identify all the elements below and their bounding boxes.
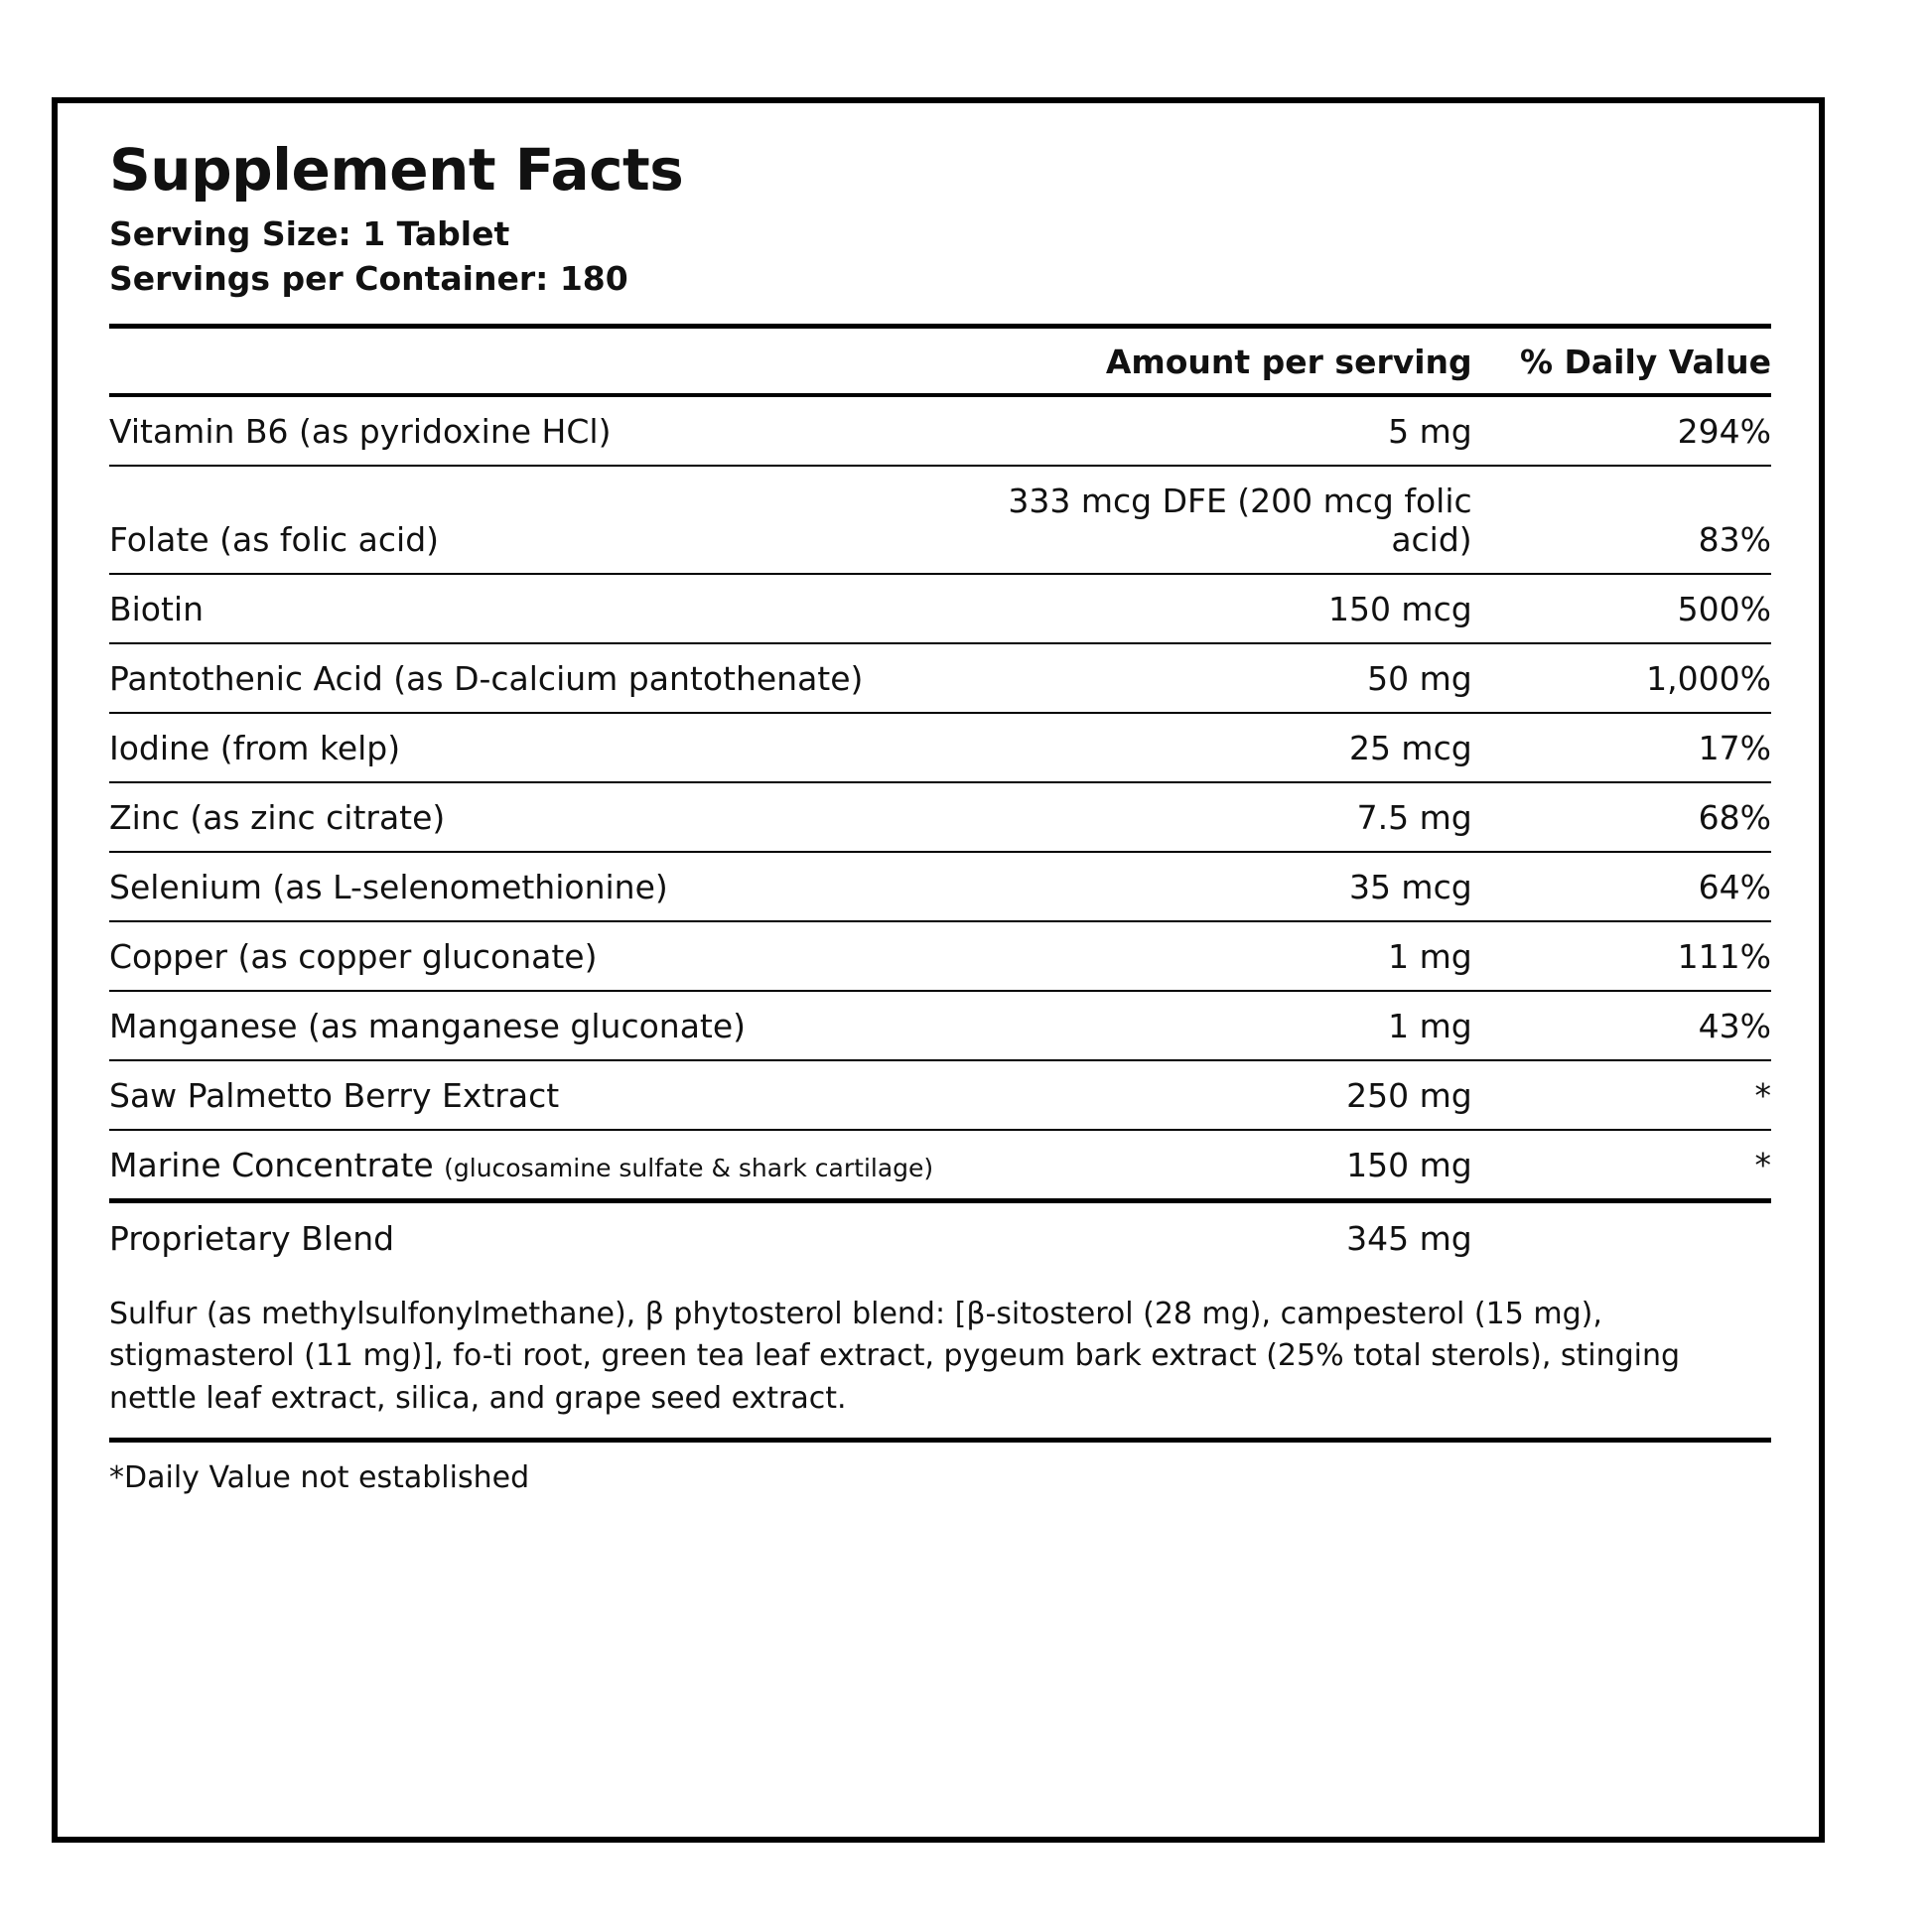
nutrient-amount: 1 mg [973, 991, 1471, 1060]
nutrient-daily-value: 43% [1472, 991, 1771, 1060]
nutrient-amount: 35 mcg [973, 852, 1471, 921]
nutrient-amount: 150 mg [973, 1130, 1471, 1201]
nutrient-daily-value: 17% [1472, 713, 1771, 782]
nutrient-name: Folate (as folic acid) [109, 466, 973, 574]
nutrient-daily-value: * [1472, 1130, 1771, 1201]
nutrient-name: Zinc (as zinc citrate) [109, 782, 973, 852]
table-row [109, 466, 1771, 574]
column-header-amount: Amount per serving [973, 326, 1471, 395]
nutrient-daily-value: 111% [1472, 921, 1771, 991]
ingredients-list: Sulfur (as methylsulfonylmethane), β phytosterol blend: [β-sitosterol (28 mg), campesterol (15 mg), stigmasterol (11 mg)], fo-ti root, green tea leaf extract, pygeum bark extract (25% total sterols), stinging nettle leaf extract, silica, and grape seed extract. [109, 1272, 1771, 1444]
nutrient-amount: 5 mg [973, 395, 1471, 466]
blend-name: Proprietary Blend [109, 1200, 973, 1272]
nutrient-daily-value: 294% [1472, 395, 1771, 466]
nutrient-amount: 333 mcg DFE (200 mcg folic acid) [973, 466, 1471, 574]
nutrient-amount: 7.5 mg [973, 782, 1471, 852]
table-header-row [109, 326, 1771, 395]
nutrient-amount: 1 mg [973, 921, 1471, 991]
nutrient-name: Vitamin B6 (as pyridoxine HCl) [109, 395, 973, 466]
panel-inner [109, 136, 1771, 1496]
marine-name: Marine Concentrate [109, 1145, 434, 1184]
blend-daily-value [1472, 1200, 1771, 1272]
table-row [109, 1060, 1771, 1130]
nutrient-name-marine [109, 1130, 973, 1201]
nutrient-daily-value: 64% [1472, 852, 1771, 921]
nutrient-name: Manganese (as manganese gluconate) [109, 991, 973, 1060]
table-row [109, 852, 1771, 921]
nutrient-daily-value: * [1472, 1060, 1771, 1130]
nutrient-name: Selenium (as L-selenomethionine) [109, 852, 973, 921]
nutrition-table [109, 324, 1771, 1272]
nutrient-amount: 50 mg [973, 643, 1471, 713]
nutrient-name: Saw Palmetto Berry Extract [109, 1060, 973, 1130]
nutrient-name: Pantothenic Acid (as D-calcium pantothenate) [109, 643, 973, 713]
column-header-nutrient [109, 326, 973, 395]
nutrient-name: Iodine (from kelp) [109, 713, 973, 782]
table-row-proprietary-blend [109, 1200, 1771, 1272]
table-row [109, 574, 1771, 643]
nutrient-amount: 250 mg [973, 1060, 1471, 1130]
table-row [109, 713, 1771, 782]
nutrient-amount: 150 mcg [973, 574, 1471, 643]
table-row [109, 643, 1771, 713]
nutrient-name: Copper (as copper gluconate) [109, 921, 973, 991]
nutrient-daily-value: 500% [1472, 574, 1771, 643]
nutrient-daily-value: 1,000% [1472, 643, 1771, 713]
supplement-facts-panel [52, 97, 1825, 1843]
table-row [109, 921, 1771, 991]
table-row-marine-concentrate [109, 1130, 1771, 1201]
nutrient-daily-value: 83% [1472, 466, 1771, 574]
table-row [109, 782, 1771, 852]
table-row [109, 991, 1771, 1060]
blend-amount: 345 mg [973, 1200, 1471, 1272]
marine-name-note: (glucosamine sulfate & shark cartilage) [444, 1153, 934, 1182]
servings-per-container: Servings per Container: 180 [109, 259, 628, 299]
nutrient-amount: 25 mcg [973, 713, 1471, 782]
nutrient-daily-value: 68% [1472, 782, 1771, 852]
nutrient-name: Biotin [109, 574, 973, 643]
column-header-daily-value: % Daily Value [1472, 326, 1771, 395]
page-title: Supplement Facts [109, 136, 684, 204]
table-row [109, 395, 1771, 466]
serving-size: Serving Size: 1 Tablet [109, 213, 510, 253]
daily-value-footnote: *Daily Value not established [109, 1460, 530, 1496]
